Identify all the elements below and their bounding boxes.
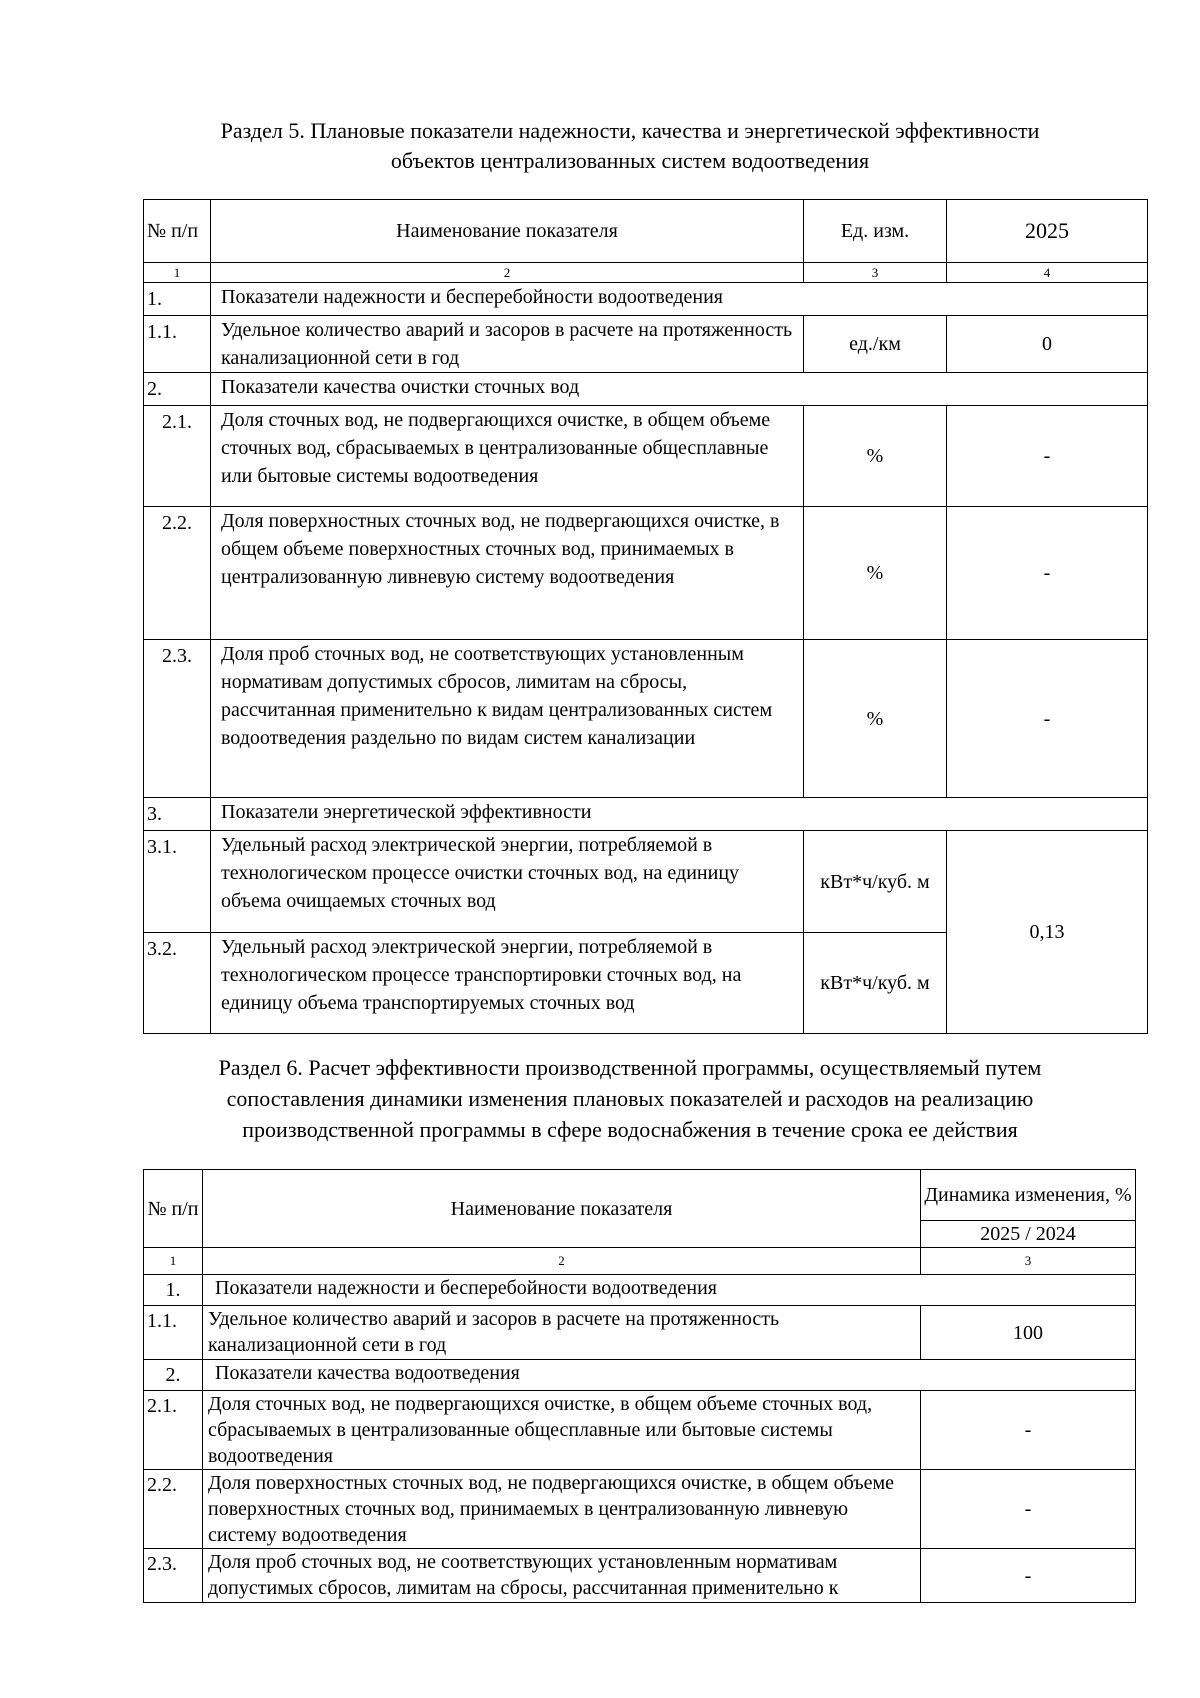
group-name: Показатели качества очистки сточных вод: [211, 373, 1148, 406]
table-row: [144, 1470, 1136, 1549]
row-value: -: [921, 1470, 1136, 1549]
header-unit: Ед. изм.: [804, 200, 947, 263]
header-dynamics: Динамика изменения, %: [921, 1170, 1136, 1221]
index-row: [144, 263, 1148, 283]
row-num: 2.1.: [144, 1391, 203, 1470]
header-num: № п/п: [144, 200, 211, 263]
row-num: 1.1.: [144, 316, 211, 373]
row-num: 2.2.: [144, 507, 211, 640]
section5-title-line2: объектов централизованных систем водоотведения: [390, 148, 870, 173]
section6-title-line1: Раздел 6. Расчет эффективности производственной программы, осуществляемый путем: [218, 1055, 1042, 1080]
table-row: [144, 373, 1148, 406]
group-name: Показатели надежности и бесперебойности водоотведения: [203, 1275, 1136, 1306]
index-cell: 1: [144, 1248, 203, 1275]
group-name: Показатели энергетической эффективности: [211, 798, 1148, 831]
row-name: Удельное количество аварий и засоров в расчете на протяженность канализационной сети в год: [211, 316, 804, 373]
header-num: № п/п: [144, 1170, 203, 1248]
section6-title: [130, 1052, 1130, 1145]
header-name: Наименование показателя: [203, 1170, 921, 1248]
table-row: [144, 1360, 1136, 1391]
table-row: [144, 640, 1148, 798]
header-name: Наименование показателя: [211, 200, 804, 263]
section6-title-line2: сопоставления динамики изменения плановых показателей и расходов на реализацию: [226, 1086, 1034, 1111]
row-unit: кВт*ч/куб. м: [804, 933, 947, 1034]
row-num: 3.: [144, 798, 211, 831]
row-name: Удельный расход электрической энергии, потребляемой в технологическом процессе очистки сточных вод, на единицу объема очищаемых сточных вод: [211, 831, 804, 933]
section6-title-line3: производственной программы в сфере водоснабжения в течение срока ее действия: [242, 1117, 1018, 1142]
index-cell: 3: [921, 1248, 1136, 1275]
row-unit: ед./км: [804, 316, 947, 373]
row-name: Доля проб сточных вод, не соответствующих установленным нормативам допустимых сбросов, лимитам на сбросы, рассчитанная применительно к: [203, 1549, 921, 1603]
row-num: 3.2.: [144, 933, 211, 1034]
table-row: [144, 1549, 1136, 1603]
row-num: 1.: [144, 283, 211, 316]
row-num: 2.3.: [144, 640, 211, 798]
row-name: Доля поверхностных сточных вод, не подвергающихся очистке, в общем объеме поверхностных сточных вод, принимаемых в централизованную ливневую систему водоотведения: [211, 507, 804, 640]
row-unit: кВт*ч/куб. м: [804, 831, 947, 933]
row-name: Доля сточных вод, не подвергающихся очистке, в общем объеме сточных вод, сбрасываемых в централизованные общесплавные или бытовые системы водоотведения: [203, 1391, 921, 1470]
section5-title-line1: Раздел 5. Плановые показатели надежности, качества и энергетической эффективности: [220, 118, 1040, 143]
section6-table: [143, 1169, 1136, 1603]
table-row: [144, 507, 1148, 640]
row-name: Удельное количество аварий и засоров в расчете на протяженность канализационной сети в год: [203, 1306, 921, 1360]
table-row: [144, 831, 1148, 933]
row-num: 1.1.: [144, 1306, 203, 1360]
row-value: 100: [921, 1306, 1136, 1360]
table-header-row: [144, 1170, 1136, 1221]
group-name: Показатели надежности и бесперебойности водоотведения: [211, 283, 1148, 316]
row-name: Доля сточных вод, не подвергающихся очистке, в общем объеме сточных вод, сбрасываемых в централизованные общесплавные или бытовые системы водоотведения: [211, 406, 804, 507]
row-value: 0: [947, 316, 1148, 373]
table-row: [144, 798, 1148, 831]
section5-table: [143, 199, 1148, 1034]
row-num: 2.3.: [144, 1549, 203, 1603]
row-unit: %: [804, 406, 947, 507]
row-unit: %: [804, 640, 947, 798]
row-num: 2.: [144, 1360, 203, 1391]
table-row: [144, 283, 1148, 316]
table-row: [144, 316, 1148, 373]
index-cell: 2: [211, 263, 804, 283]
index-row: [144, 1248, 1136, 1275]
row-value: 0,13: [947, 831, 1148, 1034]
row-num: 1.: [144, 1275, 203, 1306]
group-name: Показатели качества водоотведения: [203, 1360, 1136, 1391]
row-unit: %: [804, 507, 947, 640]
row-value: -: [947, 507, 1148, 640]
row-value: -: [921, 1391, 1136, 1470]
row-value: -: [921, 1549, 1136, 1603]
row-num: 2.2.: [144, 1470, 203, 1549]
row-value: -: [947, 406, 1148, 507]
section5-title: [140, 116, 1120, 176]
index-cell: 4: [947, 263, 1148, 283]
table-row: [144, 1306, 1136, 1360]
index-cell: 1: [144, 263, 211, 283]
row-name: Удельный расход электрической энергии, потребляемой в технологическом процессе транспортировки сточных вод, на единицу объема транспортируемых сточных вод: [211, 933, 804, 1034]
header-period: 2025 / 2024: [921, 1221, 1136, 1248]
row-num: 2.: [144, 373, 211, 406]
row-value: -: [947, 640, 1148, 798]
row-name: Доля проб сточных вод, не соответствующих установленным нормативам допустимых сбросов, лимитам на сбросы, рассчитанная применительно к видам централизованных систем водоотведения раздельно по видам систем канализации: [211, 640, 804, 798]
row-num: 3.1.: [144, 831, 211, 933]
index-cell: 3: [804, 263, 947, 283]
row-name: Доля поверхностных сточных вод, не подвергающихся очистке, в общем объеме поверхностных сточных вод, принимаемых в централизованную ливневую систему водоотведения: [203, 1470, 921, 1549]
table-header-row: [144, 200, 1148, 263]
row-num: 2.1.: [144, 406, 211, 507]
table-row: [144, 1391, 1136, 1470]
table-row: [144, 1275, 1136, 1306]
table-row: [144, 406, 1148, 507]
header-year: 2025: [947, 200, 1148, 263]
index-cell: 2: [203, 1248, 921, 1275]
